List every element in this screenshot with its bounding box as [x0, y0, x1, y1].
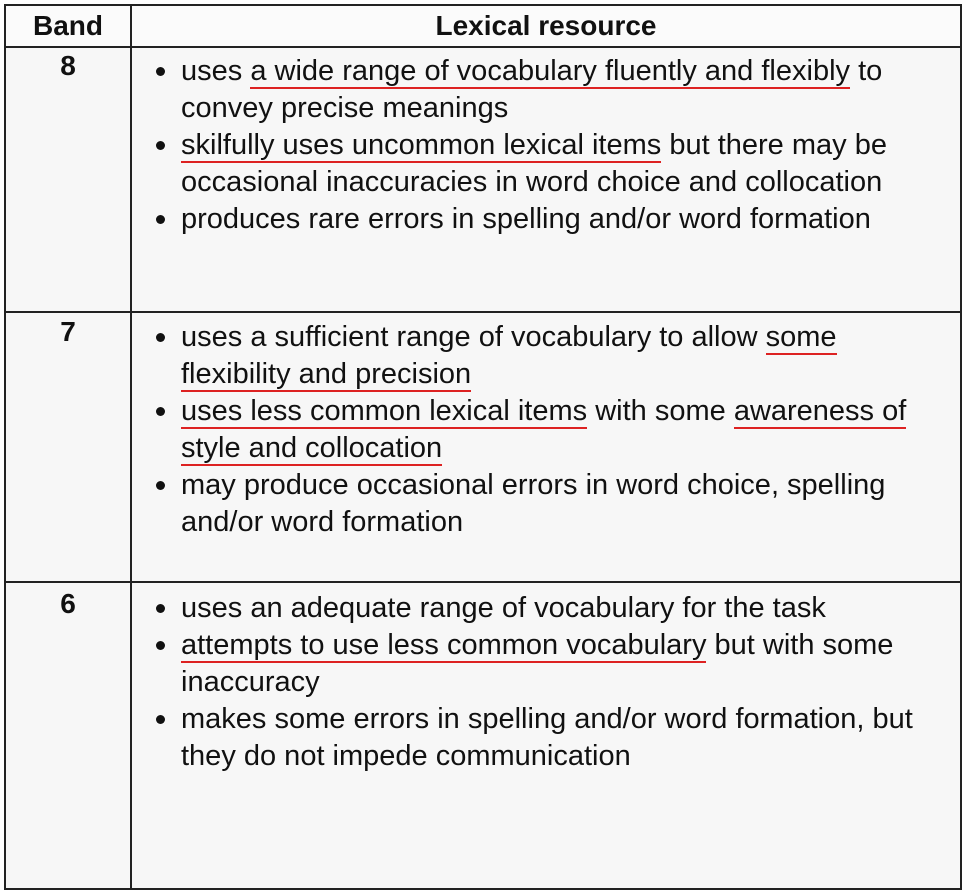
band-descriptor-table	[4, 4, 962, 890]
underlined-phrase: a wide range of vocabulary fluently and flexibly	[250, 55, 851, 87]
band-6-descriptor-3: makes some errors in spelling and/or word formation, but they do not impede communication	[156, 701, 940, 775]
band-7-descriptors	[156, 319, 940, 541]
band-6-descriptor-2: attempts to use less common vocabulary but with some inaccuracy	[156, 627, 940, 701]
band-8-descriptor-3: produces rare errors in spelling and/or word formation	[156, 201, 940, 238]
underlined-phrase: attempts to use less common vocabulary	[181, 629, 707, 661]
band-7-descriptor-2: uses less common lexical items with some awareness of style and collocation	[156, 393, 940, 467]
band-7-descriptor-3: may produce occasional errors in word choice, spelling and/or word formation	[156, 467, 940, 541]
header-band: Band	[6, 6, 130, 46]
band-8-descriptor-1: uses a wide range of vocabulary fluently and flexibly to convey precise meanings	[156, 53, 940, 127]
band-8-descriptors	[156, 53, 940, 238]
header-lexical-resource: Lexical resource	[132, 6, 960, 46]
column-divider	[130, 6, 132, 888]
band-8-descriptor-2: skilfully uses uncommon lexical items but there may be occasional inaccuracies in word choice and collocation	[156, 127, 940, 201]
band-6-number: 6	[60, 588, 76, 619]
underlined-phrase: skilfully uses uncommon lexical items	[181, 129, 662, 161]
band-7-number: 7	[60, 316, 76, 347]
row-divider	[6, 581, 960, 583]
band-7-descriptor-1: uses a sufficient range of vocabulary to allow some flexibility and precision	[156, 319, 940, 393]
underlined-phrase: some flexibility and precision	[181, 321, 837, 390]
band-8-number: 8	[60, 50, 76, 81]
underlined-phrase: uses less common lexical items	[181, 395, 588, 427]
row-divider	[6, 311, 960, 313]
header-divider	[6, 46, 960, 48]
underlined-phrase: awareness of style and collocation	[181, 395, 907, 464]
band-6-descriptor-1: uses an adequate range of vocabulary for the task	[156, 590, 940, 627]
band-6-descriptors	[156, 590, 940, 775]
